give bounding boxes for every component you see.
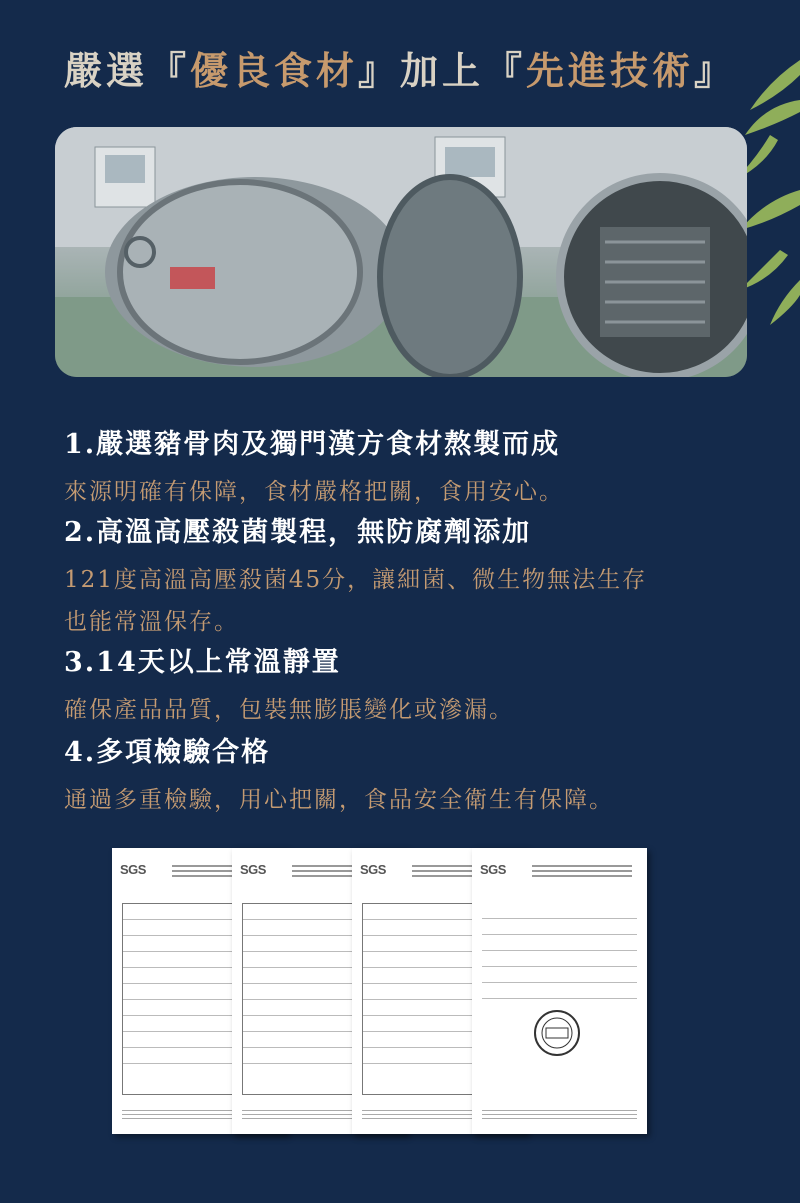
sgs-report-4 (472, 848, 647, 1134)
section-3 (64, 640, 760, 731)
section-2-heading: 2.高溫高壓殺菌製程，無防腐劑添加 (64, 517, 532, 548)
sgs-seal-icon (532, 1008, 582, 1058)
section-4-desc: 通過多重檢驗，用心把關，食品安全衛生有保障。 (64, 787, 614, 813)
section-1 (64, 422, 760, 513)
section-1-heading: 1.嚴選豬骨肉及獨門漢方食材熬製而成 (64, 429, 561, 460)
title-prefix: 嚴選『 (63, 48, 190, 93)
title-accent-1: 優良食材 (189, 48, 358, 93)
title-middle: 』加上『 (357, 48, 526, 93)
section-2-desc-line-1: 121度高溫高壓殺菌45分，讓細菌、微生物無法生存 (64, 567, 648, 593)
section-2-desc-line-2: 也能常溫保存。 (64, 609, 239, 635)
sgs-logo: SGS (360, 862, 386, 877)
title-accent-2: 先進技術 (526, 48, 695, 93)
section-4-heading: 4.多項檢驗合格 (64, 737, 271, 768)
section-3-heading: 3.14天以上常溫靜置 (64, 647, 341, 678)
sgs-test-reports (112, 848, 647, 1138)
section-1-desc: 來源明確有保障，食材嚴格把關，食用安心。 (64, 479, 564, 505)
section-2 (64, 510, 760, 643)
sgs-logo: SGS (480, 862, 506, 877)
sterilization-equipment-photo (55, 127, 747, 377)
title-suffix: 』 (694, 48, 737, 93)
section-4 (64, 730, 760, 821)
sgs-logo: SGS (240, 862, 266, 877)
page-title (0, 40, 800, 95)
section-3-desc: 確保產品品質，包裝無膨脹變化或滲漏。 (64, 697, 514, 723)
sgs-logo: SGS (120, 862, 146, 877)
